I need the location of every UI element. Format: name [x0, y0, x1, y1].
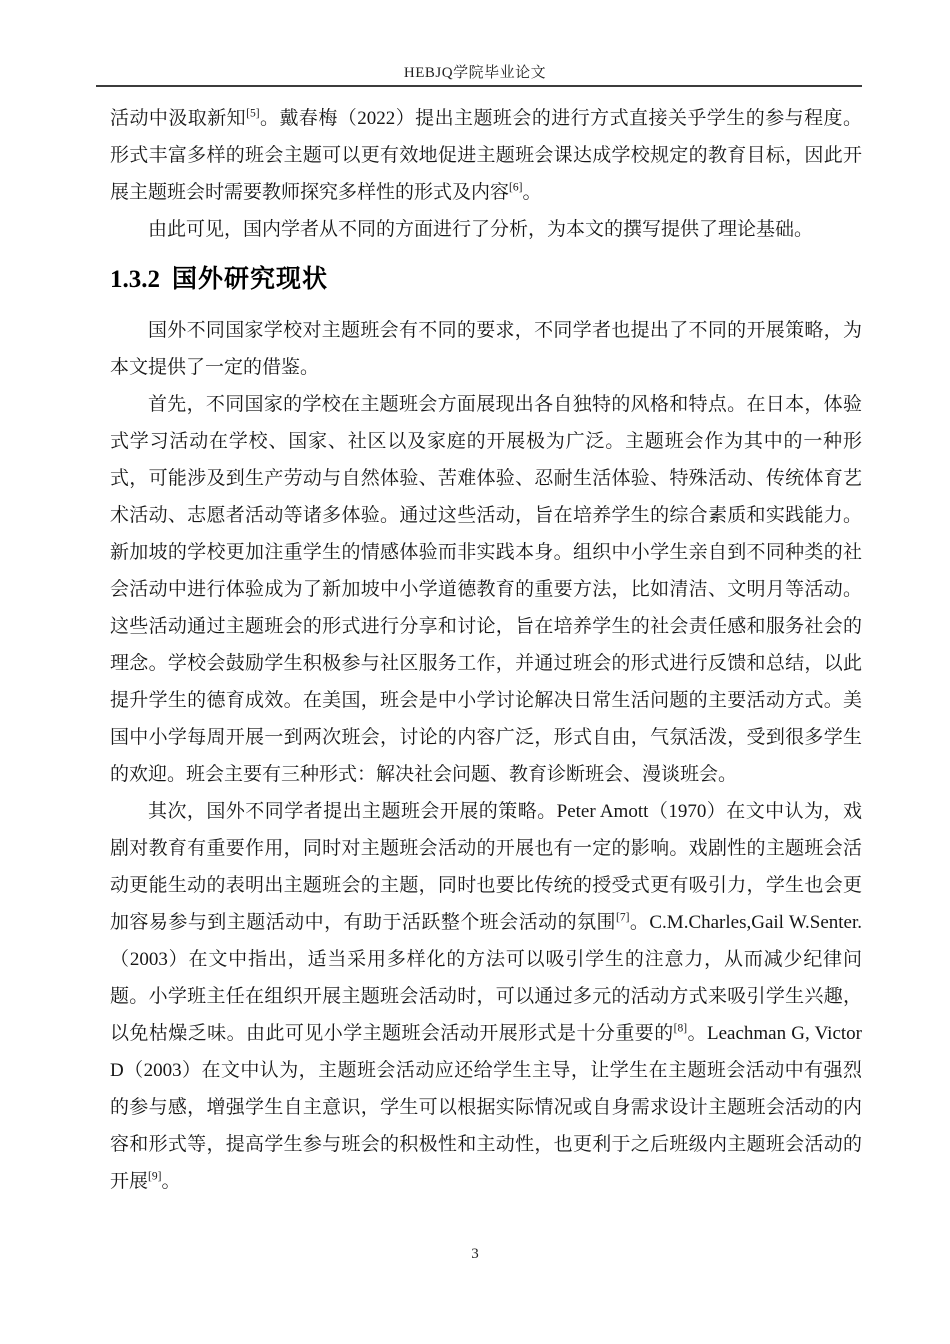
citation-ref-6: [6] [509, 181, 523, 194]
citation-ref-7: [7] [616, 911, 630, 924]
section-heading-1-3-2 [110, 263, 862, 296]
paragraph-text: 活动中汲取新知 [110, 108, 247, 129]
paragraph-foreign-scholars [110, 793, 862, 1200]
paragraph-text: 国外不同国家学校对主题班会有不同的要求，不同学者也提出了不同的开展策略，为本文提供了一定的借鉴。 [110, 320, 862, 378]
paragraph-foreign-countries [110, 386, 862, 793]
paragraph-text: 。 [522, 182, 542, 203]
paragraph-text: 。 [161, 1171, 181, 1192]
paragraph-text: 其次，国外不同学者提出主题班会开展的策略。Peter Amott（1970）在文中认为，戏剧对教育有重要作用，同时对主题班会活动的开展也有一定的影响。戏剧性的主题班会活动更能生动的表明出主题班会的主题，同时也要比传统的授受式更有吸引力，学生也会更加容易参与到主题活动中，有助于活跃整个班会活动的氛围 [110, 801, 862, 933]
paragraph-foreign-intro [110, 312, 862, 386]
paragraph-text: 首先，不同国家的学校在主题班会方面展现出各自独特的风格和特点。在日本，体验式学习活动在学校、国家、社区以及家庭的开展极为广泛。主题班会作为其中的一种形式，可能涉及到生产劳动与自然体验、苦难体验、忍耐生活体验、特殊活动、传统体育艺术活动、志愿者活动等诸多体验。通过这些活动，旨在培养学生的综合素质和实践能力。新加坡的学校更加注重学生的情感体验而非实践本身。组织中小学生亲自到不同种类的社会活动中进行体验成为了新加坡中小学道德教育的重要方法，比如清洁、文明月等活动。这些活动通过主题班会的形式进行分享和讨论，旨在培养学生的社会责任感和服务社会的理念。学校会鼓励学生积极参与社区服务工作，并通过班会的形式进行反馈和总结，以此提升学生的德育成效。在美国，班会是中小学讨论解决日常生活问题的主要活动方式。美国中小学每周开展一到两次班会，讨论的内容广泛，形式自由，气氛活泼，受到很多学生的欢迎。班会主要有三种形式：解决社会问题、教育诊断班会、漫谈班会。 [110, 394, 862, 785]
section-number: 1.3.2 [110, 266, 160, 293]
page-footer [0, 1246, 950, 1263]
paragraph-text: 由此可见，国内学者从不同的方面进行了分析，为本文的撰写提供了理论基础。 [148, 219, 814, 240]
header-divider [96, 85, 862, 87]
citation-ref-8: [8] [673, 1022, 688, 1035]
citation-ref-5: [5] [246, 107, 260, 120]
citation-ref-9: [9] [148, 1170, 162, 1183]
paragraph-continuation [110, 100, 862, 211]
paragraph-summary-domestic [110, 211, 862, 248]
paragraph-text: 。Leachman G, Victor D（2003）在文中认为，主题班会活动应还给学生主导，让学生在主题班会活动中有强烈的参与感，增强学生自主意识，学生可以根据实际情况或自身需求设计主题班会活动的内容和形式等，提高学生参与班会的积极性和主动性，也更利于之后班级内主题班会活动的开展 [110, 1023, 862, 1192]
paragraph-text: 。C.M.Charles,Gail W.Senter.（2003）在文中指出，适当采用多样化的方法可以吸引学生的注意力，从而减少纪律问题。小学班主任在组织开展主题班会活动时，可以通过多元的活动方式来吸引学生兴趣，以免枯燥乏味。由此可见小学主题班会活动开展形式是十分重要的 [110, 912, 862, 1044]
section-title: 国外研究现状 [172, 265, 329, 293]
document-body [110, 100, 862, 1200]
page-header-title: HEBJQ学院毕业论文 [403, 65, 547, 81]
paragraph-text: 。戴春梅（2022）提出主题班会的进行方式直接关乎学生的参与程度。形式丰富多样的班会主题可以更有效地促进主题班会课达成学校规定的教育目标，因此开展主题班会时需要教师探究多样性的形式及内容 [110, 108, 862, 203]
page-number: 3 [471, 1246, 479, 1262]
